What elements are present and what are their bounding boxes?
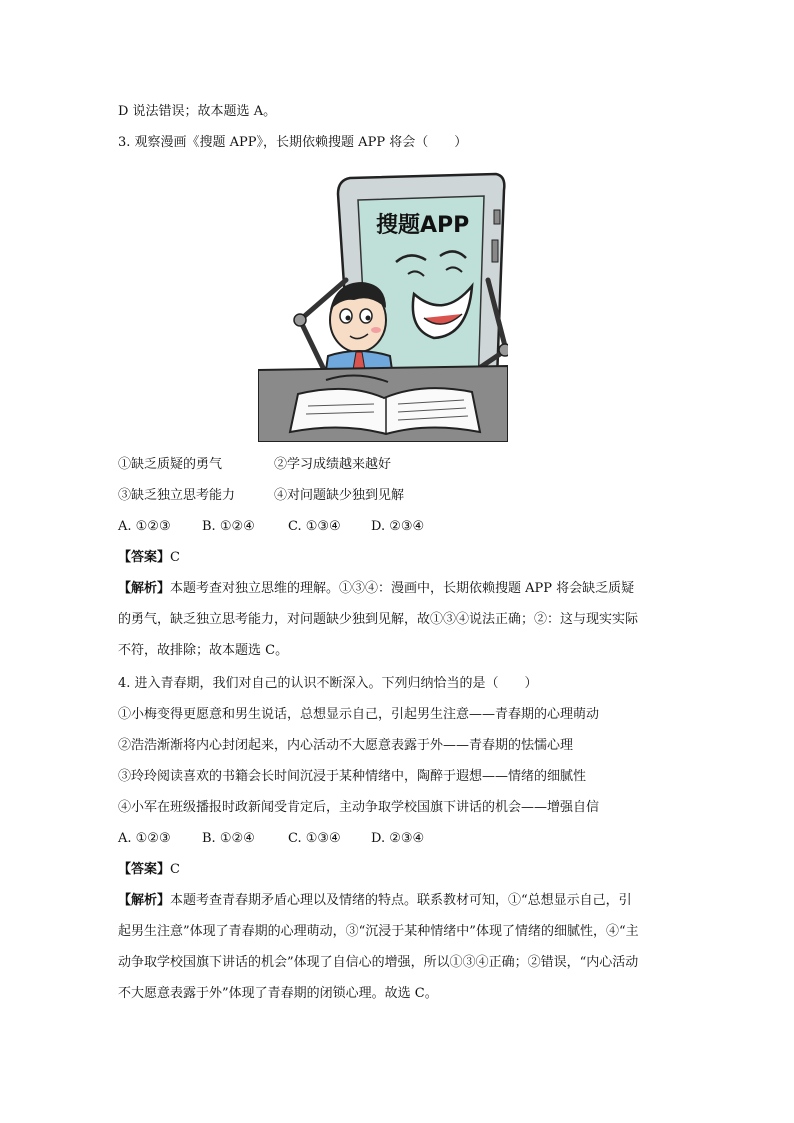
q3-statement: ②学习成绩越来越好 — [274, 457, 392, 472]
q3-choices — [118, 518, 425, 536]
q3-answer — [118, 549, 180, 567]
q4-statement: ④小军在班级播报时政新闻受肯定后，主动争取学校国旗下讲话的机会——增强自信 — [118, 800, 600, 815]
answer-value: C — [170, 862, 180, 877]
q3-stem: 3. 观察漫画《搜题 APP》，长期依赖搜题 APP 将会（ ） — [118, 135, 468, 150]
q4-analysis-line: 动争取学校国旗下讲话的机会”体现了自信心的增强，所以①③④正确；②错误，“内心活动 — [118, 955, 639, 970]
cartoon-sign-text: 搜题APP — [376, 213, 470, 238]
q4-statement: ③玲玲阅读喜欢的书籍会长时间沉浸于某种情绪中，陶醉于遐想——情绪的细腻性 — [118, 769, 587, 784]
q3-choice-c: C. ①③④ — [288, 519, 341, 534]
q4-choice-d: D. ②③④ — [371, 831, 425, 846]
q4-analysis-line: 起男生注意”体现了青春期的心理萌动，③“沉浸于某种情绪中”体现了情绪的细腻性，④“主 — [118, 924, 639, 939]
q4-statement: ①小梅变得更愿意和男生说话，总想显示自己，引起男生注意——青春期的心理萌动 — [118, 707, 600, 722]
q3-choice-d: D. ②③④ — [371, 519, 425, 534]
q3-statement-row-1 — [118, 456, 392, 474]
q3-choice-a: A. ①②③ — [118, 519, 171, 534]
q3-choice-b: B. ①②④ — [202, 519, 255, 534]
q2-conclusion: D 说法错误；故本题选 A。 — [118, 104, 277, 119]
q3-analysis-line: 不符，故排除；故本题选 C。 — [118, 643, 289, 658]
answer-value: C — [170, 550, 180, 565]
q4-statement: ②浩浩渐渐将内心封闭起来，内心活动不大愿意表露于外——青春期的怯懦心理 — [118, 738, 574, 753]
q3-analysis-line: 【解析】本题考查对独立思维的理解。①③④：漫画中，长期依赖搜题 APP 将会缺乏质疑 — [118, 581, 635, 596]
q3-statement: ①缺乏质疑的勇气 — [118, 457, 223, 472]
answer-label: 【答案】 — [118, 550, 171, 565]
q3-statement-row-2 — [118, 487, 405, 505]
q4-analysis-line: 不大愿意表露于外”体现了青春期的闭锁心理。故选 C。 — [118, 986, 438, 1001]
cartoon-illustration — [258, 170, 508, 442]
q4-analysis-line: 【解析】本题考查青春期矛盾心理以及情绪的特点。联系教材可知，①“总想显示自己，引 — [118, 893, 632, 908]
q4-choice-b: B. ①②④ — [202, 831, 255, 846]
q4-choices — [118, 830, 425, 848]
analysis-label: 【解析】 — [118, 893, 171, 908]
analysis-label: 【解析】 — [118, 581, 171, 596]
q3-statement: ④对问题缺少独到见解 — [274, 488, 405, 503]
q3-statement: ③缺乏独立思考能力 — [118, 488, 236, 503]
q4-choice-c: C. ①③④ — [288, 831, 341, 846]
q4-stem: 4. 进入青春期，我们对自己的认识不断深入。下列归纳恰当的是（ ） — [118, 676, 538, 691]
answer-label: 【答案】 — [118, 862, 171, 877]
q4-answer — [118, 861, 180, 879]
q3-analysis-line: 的勇气，缺乏独立思考能力，对问题缺少独到见解，故①③④说法正确；②：这与现实实际 — [118, 612, 639, 627]
q4-choice-a: A. ①②③ — [118, 831, 171, 846]
